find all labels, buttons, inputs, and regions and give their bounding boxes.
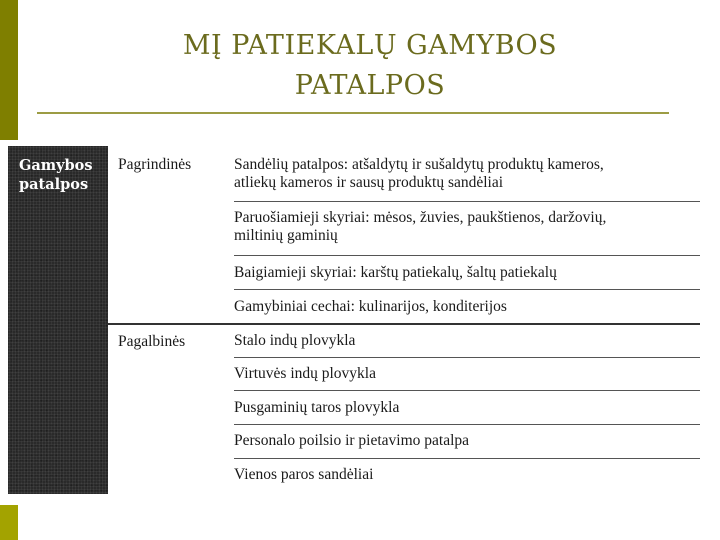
row-divider bbox=[234, 201, 700, 202]
row-text-line-1: Paruošiamieji skyriai: mėsos, žuvies, paukštienos, daržovių, bbox=[234, 209, 607, 226]
table-row bbox=[234, 399, 694, 417]
table-row bbox=[234, 209, 694, 245]
table-row bbox=[234, 332, 694, 350]
row-text-line-1: Sandėlių patalpos: atšaldytų ir sušaldytų produktų kameros, bbox=[234, 156, 604, 173]
category-label-line-1: Gamybos bbox=[19, 157, 93, 174]
row-text-line-1: Gamybiniai cechai: kulinarijos, konditerijos bbox=[234, 298, 507, 315]
row-text-line-2: atliekų kameros ir sausų produktų sandėliai bbox=[234, 174, 504, 191]
table-row bbox=[234, 264, 694, 282]
row-text-line-1: Baigiamieji skyriai: karštų patiekalų, šaltų patiekalų bbox=[234, 264, 557, 281]
title-underline bbox=[37, 112, 669, 114]
group-label-main: Pagrindinės bbox=[118, 156, 192, 173]
title-line-1: MĮ PATIEKALŲ GAMYBOS bbox=[182, 30, 558, 61]
table-row bbox=[234, 365, 694, 383]
category-column bbox=[8, 146, 108, 494]
table-row bbox=[234, 432, 694, 450]
row-text-line-1: Pusgaminių taros plovykla bbox=[234, 399, 400, 416]
row-divider bbox=[234, 289, 700, 290]
row-text-line-1: Stalo indų plovykla bbox=[234, 332, 356, 349]
row-divider bbox=[234, 357, 700, 358]
row-text-line-1: Personalo poilsio ir pietavimo patalpa bbox=[234, 432, 470, 449]
accent-bar-top bbox=[0, 0, 18, 140]
table-row bbox=[234, 156, 694, 192]
group-divider bbox=[108, 323, 700, 325]
row-divider bbox=[234, 390, 700, 391]
premises-table bbox=[8, 146, 700, 494]
row-divider bbox=[234, 458, 700, 459]
category-label bbox=[19, 156, 107, 194]
row-text-line-1: Vienos paros sandėliai bbox=[234, 466, 374, 483]
accent-bar-bottom bbox=[0, 505, 18, 540]
group-label-auxiliary: Pagalbinės bbox=[118, 333, 186, 350]
row-divider bbox=[234, 255, 700, 256]
category-label-line-2: patalpos bbox=[19, 176, 89, 193]
row-text-line-1: Virtuvės indų plovykla bbox=[234, 365, 376, 382]
title-line-2: PATALPOS bbox=[294, 70, 446, 101]
row-text-line-2: miltinių gaminių bbox=[234, 227, 338, 244]
slide-title bbox=[60, 26, 680, 106]
table-row bbox=[234, 466, 694, 484]
row-divider bbox=[234, 424, 700, 425]
table-row bbox=[234, 298, 694, 316]
